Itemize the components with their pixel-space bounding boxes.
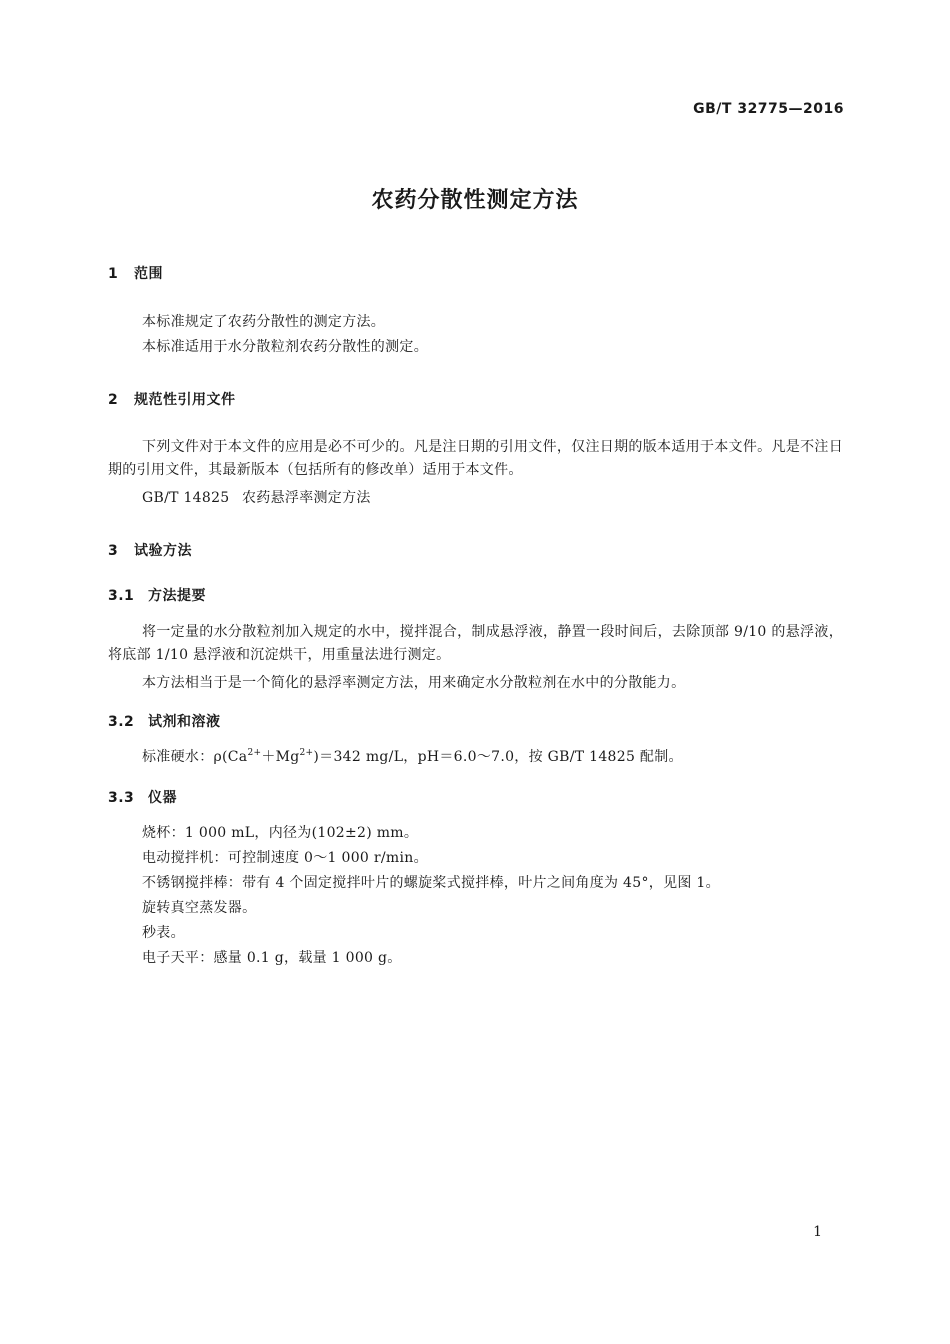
section-number: 2 xyxy=(108,392,119,408)
section-1-heading xyxy=(108,263,163,283)
standard-hard-water-line xyxy=(142,746,683,769)
section-number: 3.1 xyxy=(108,588,135,604)
section-title: 范围 xyxy=(134,266,163,282)
apparatus-item: 电动搅拌机：可控制速度 0～1 000 r/min。 xyxy=(142,850,428,866)
apparatus-item: 电子天平：感量 0.1 g，载量 1 000 g。 xyxy=(142,950,402,966)
section-3-2-heading xyxy=(108,711,221,731)
apparatus-item: 旋转真空蒸发器。 xyxy=(142,900,257,916)
formula-mid: ＋Mg xyxy=(261,749,300,765)
section-3-1-paragraph-2: 本方法相当于是一个简化的悬浮率测定方法，用来确定水分散粒剂在水中的分散能力。 xyxy=(142,675,686,691)
section-3-3-heading xyxy=(108,787,177,807)
apparatus-item: 烧杯：1 000 mL，内径为(102±2) mm。 xyxy=(142,825,419,841)
page-number: 1 xyxy=(813,1224,822,1240)
section-title: 方法提要 xyxy=(148,588,206,604)
section-number: 3 xyxy=(108,543,119,559)
section-3-heading xyxy=(108,540,192,560)
section-number: 3.3 xyxy=(108,790,135,806)
calcium-charge: 2+ xyxy=(247,748,262,758)
apparatus-item: 不锈钢搅拌棒：带有 4 个固定搅拌叶片的螺旋桨式搅拌棒，叶片之间角度为 45°，见图 1。 xyxy=(142,875,720,891)
section-3-1-paragraph-1: 将一定量的水分散粒剂加入规定的水中，搅拌混合，制成悬浮液，静置一段时间后，去除顶部 9/10 的悬浮液，将底部 1/10 悬浮液和沉淀烘干，用重量法进行测定。 xyxy=(108,624,843,663)
document-title: 农药分散性测定方法 xyxy=(371,188,579,213)
section-1-paragraph-2: 本标准适用于水分散粒剂农药分散性的测定。 xyxy=(142,339,428,355)
section-title: 仪器 xyxy=(148,790,177,806)
section-2-heading xyxy=(108,389,236,409)
section-1-paragraph-1: 本标准规定了农药分散性的测定方法。 xyxy=(142,314,386,330)
section-number: 3.2 xyxy=(108,714,135,730)
formula-prefix: 标准硬水：ρ(Ca xyxy=(142,749,248,765)
section-3-1-heading xyxy=(108,585,206,605)
standard-number: GB/T 32775—2016 xyxy=(693,101,844,117)
section-title: 规范性引用文件 xyxy=(134,392,236,408)
section-2-paragraph: 下列文件对于本文件的应用是必不可少的。凡是注日期的引用文件，仅注日期的版本适用于本文件。凡是不注日期的引用文件，其最新版本（包括所有的修改单）适用于本文件。 xyxy=(108,439,843,478)
apparatus-item: 秒表。 xyxy=(142,925,185,941)
reference-code: GB/T 14825 xyxy=(142,490,230,506)
reference-title: 农药悬浮率测定方法 xyxy=(242,490,371,506)
magnesium-charge: 2+ xyxy=(299,748,314,758)
section-title: 试剂和溶液 xyxy=(148,714,221,730)
formula-suffix: )＝342 mg/L，pH＝6.0～7.0，按 GB/T 14825 配制。 xyxy=(313,749,683,765)
normative-reference xyxy=(142,487,371,510)
section-title: 试验方法 xyxy=(134,543,192,559)
section-number: 1 xyxy=(108,266,119,282)
